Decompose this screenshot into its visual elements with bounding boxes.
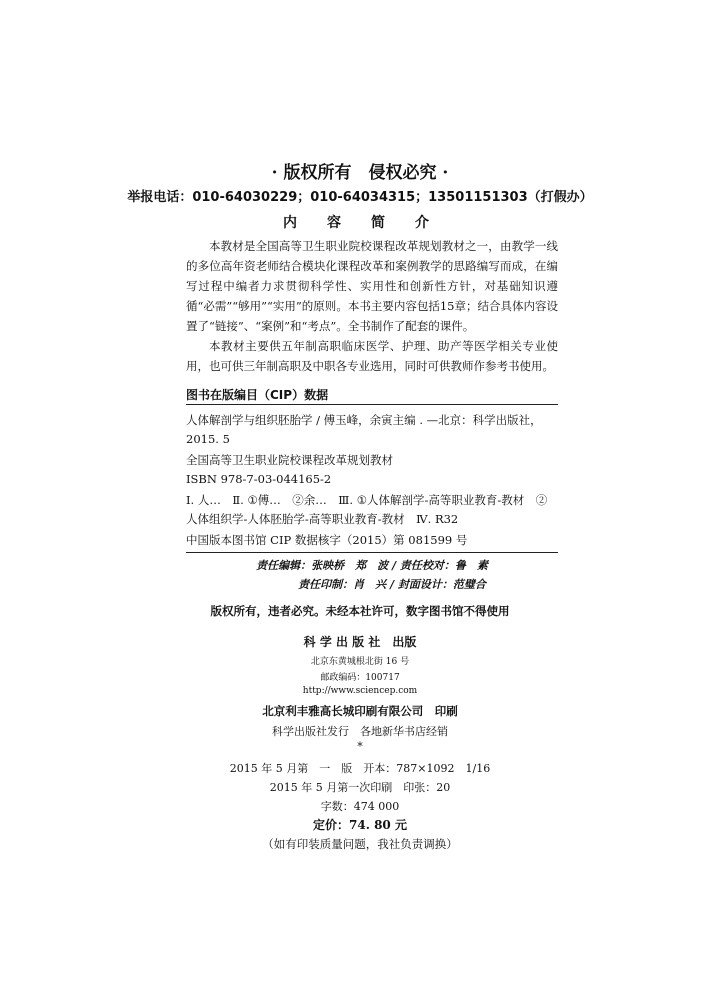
cip-heading: 图书在版编目（CIP）数据	[186, 388, 329, 402]
intro-paragraph-1: 本教材是全国高等卫生职业院校课程改革规划教材之一，由教学一线的多位高年资老师结合模块化课程改革和案例教学的思路编写而成，在编写过程中编者力求贯彻科学性、实用性和创新性方针，对基础知识遵循“必需”“够用”“实用”的原则。本书主要内容包括15章；结合具体内容设置了“链接”、“案例”和“考点”。全书制作了配套的课件。	[186, 239, 558, 333]
word-count: 字数：474 000	[320, 800, 400, 813]
cip-data	[186, 411, 558, 550]
distribution-line: 科学出版社发行 各地新华书店经销	[272, 725, 448, 738]
printing-line: 2015 年 5 月第一次印刷 印张：20	[269, 781, 451, 794]
publisher-website: http://www.sciencep.com	[302, 686, 418, 696]
intro-heading: 内 容 简 介	[283, 215, 437, 231]
quality-note: （如有印装质量问题，我社负责调换）	[262, 837, 458, 851]
intro-paragraph-2: 本教材主要供五年制高职临床医学、护理、助产等医学相关专业使用，也可供三年制高职及中职各专业选用，同时可供教师作参考书使用。	[186, 339, 558, 373]
cip-title-line: 人体解剖学与组织胚胎学 / 傅玉峰，余寅主编 . —北京：科学出版社，2015. 5	[186, 413, 542, 446]
cip-top-rule	[186, 404, 558, 405]
editors-line: 责任编辑：张映桥 郑 波 / 责任校对：鲁 素	[256, 559, 488, 572]
cip-isbn: ISBN 978-7-03-044165-2	[186, 472, 332, 486]
cip-bottom-rule	[186, 552, 558, 553]
printer-line: 北京利丰雅高长城印刷有限公司 印刷	[262, 704, 458, 718]
report-phone: 举报电话：010-64030229；010-64034315；13501151303（打假办）	[127, 190, 593, 205]
edition-line: 2015 年 5 月第 一 版 开本：787×1092 1/16	[229, 762, 491, 775]
copyright-title: · 版权所有 侵权必究 ·	[271, 163, 449, 183]
publisher-address: 北京东黄城根北街 16 号	[310, 657, 410, 667]
cip-number: 中国版本图书馆 CIP 数据核字（2015）第 081599 号	[186, 533, 468, 547]
rights-notice: 版权所有，违者必究。未经本社许可，数字图书馆不得使用	[210, 604, 510, 618]
intro-text	[186, 236, 558, 376]
cip-classification: Ⅰ. 人… Ⅱ. ①傅… ②余… Ⅲ. ①人体解剖学-高等职业教育-教材 ②人体组织学-人体胚胎学-高等职业教育-教材 Ⅳ. R32	[186, 493, 548, 526]
publisher-name: 科 学 出 版 社 出版	[303, 635, 417, 649]
price: 定价：74. 80 元	[313, 818, 407, 832]
separator-star: *	[357, 740, 363, 753]
publisher-postcode: 邮政编码：100717	[320, 673, 400, 683]
production-line: 责任印制：肖 兴 / 封面设计：范璧合	[298, 578, 486, 591]
cip-series: 全国高等卫生职业院校课程改革规划教材	[186, 453, 393, 467]
